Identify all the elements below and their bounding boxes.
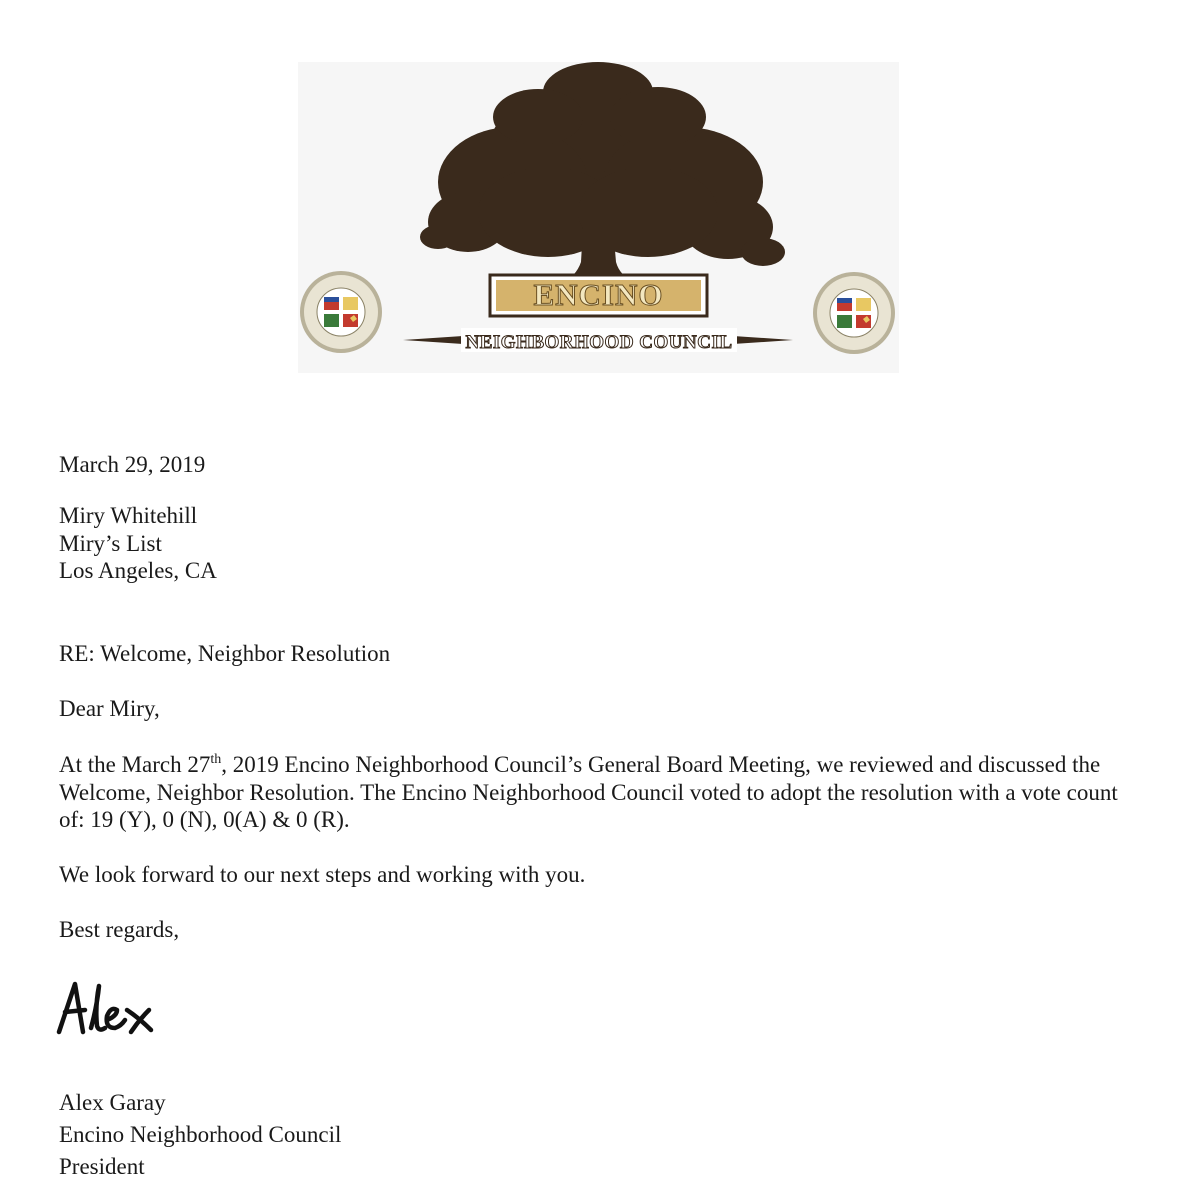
recipient-address bbox=[59, 502, 217, 585]
oak-tree-icon bbox=[420, 62, 785, 284]
letterhead-logo bbox=[298, 62, 899, 373]
logo-word: ENCINO bbox=[533, 277, 664, 312]
body-paragraph-2: We look forward to our next steps and working with you. bbox=[59, 862, 586, 887]
sender-name: Alex Garay bbox=[59, 1090, 166, 1115]
sender-title: President bbox=[59, 1154, 145, 1179]
body-p1-rest: , 2019 Encino Neighborhood Council’s General Board Meeting, we reviewed and discussed the Welcome, Neighbor Resolution. The Encino Neighborhood Council voted to adopt the resolution with a vote count of: 19 (Y), 0 (N), 0(A) & 0 (R). bbox=[59, 752, 1118, 832]
city-seal-left-icon bbox=[300, 271, 382, 353]
city-seal-right-icon bbox=[813, 272, 895, 354]
letter-date: March 29, 2019 bbox=[59, 452, 206, 477]
neighborhood-council-banner bbox=[403, 328, 793, 353]
logo-subtitle: NEIGHBORHOOD COUNCIL bbox=[465, 332, 733, 353]
encino-wordmark bbox=[490, 275, 707, 316]
body-paragraph-1 bbox=[59, 751, 1139, 834]
recipient-location: Los Angeles, CA bbox=[59, 558, 217, 583]
letterhead-graphic bbox=[298, 62, 899, 373]
salutation: Dear Miry, bbox=[59, 696, 160, 721]
recipient-name: Miry Whitehill bbox=[59, 503, 198, 528]
body-p1-start: At the March 27 bbox=[59, 752, 211, 777]
sender-block bbox=[59, 1087, 341, 1183]
ordinal-suffix: th bbox=[210, 752, 222, 767]
recipient-organization: Miry’s List bbox=[59, 530, 162, 556]
handwritten-signature bbox=[55, 976, 165, 1040]
closing: Best regards, bbox=[59, 917, 180, 942]
subject-line: RE: Welcome, Neighbor Resolution bbox=[59, 641, 391, 666]
sender-organization: Encino Neighborhood Council bbox=[59, 1122, 342, 1147]
